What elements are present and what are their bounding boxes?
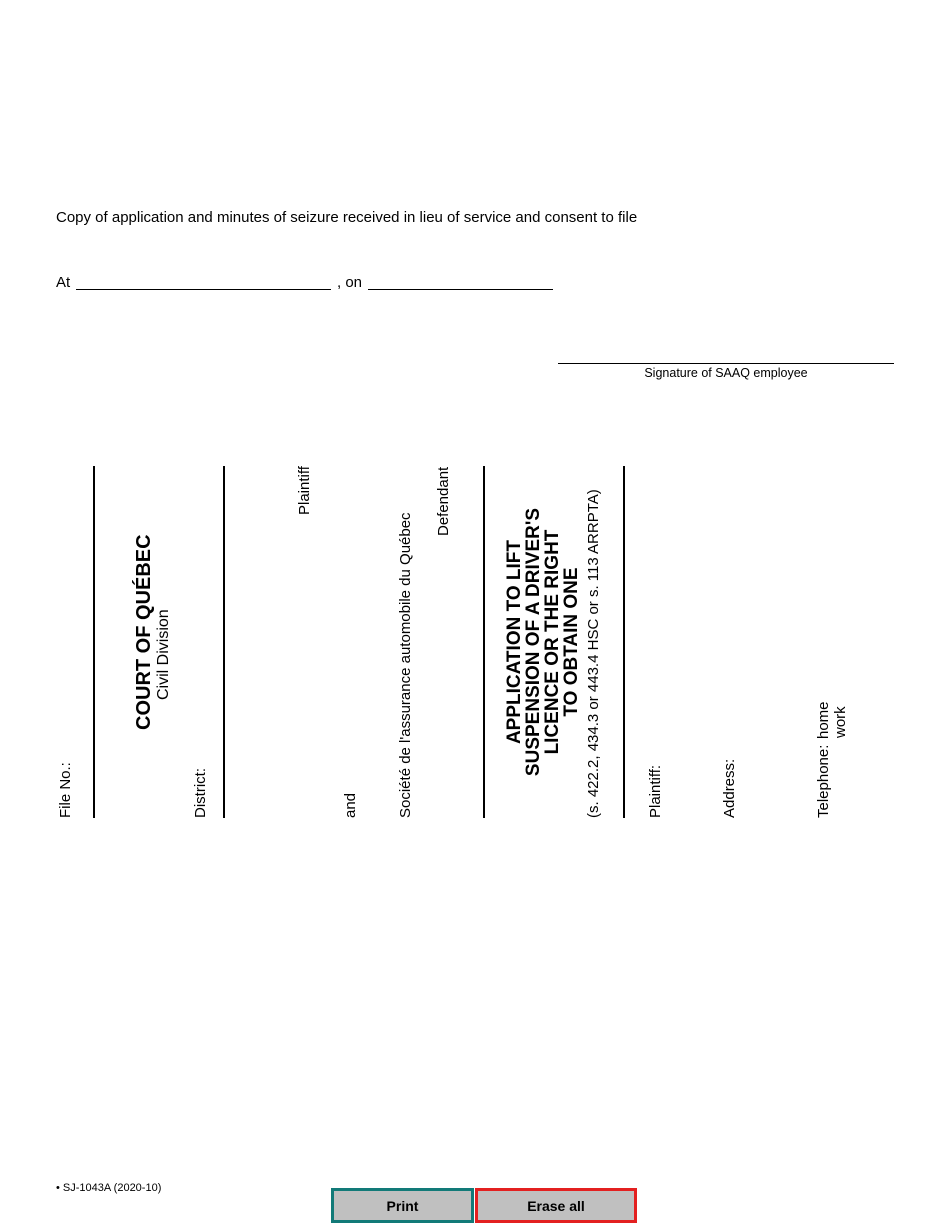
print-button[interactable]: Print — [331, 1188, 474, 1223]
signature-line[interactable] — [558, 363, 894, 364]
telephone-work-label: work — [832, 706, 849, 738]
divider — [483, 466, 485, 818]
application-title-line: SUSPENSION OF A DRIVER'S — [523, 507, 544, 777]
signature-label: Signature of SAAQ employee — [644, 366, 808, 380]
divider — [93, 466, 95, 818]
telephone-home-label: home — [815, 701, 832, 739]
file-no-label: File No.: — [57, 762, 74, 818]
address-label: Address: — [721, 758, 738, 818]
erase-all-button[interactable]: Erase all — [475, 1188, 637, 1223]
form-code: • SJ-1043A (2020-10) — [56, 1182, 162, 1194]
court-title: COURT OF QUÉBEC — [133, 534, 155, 730]
court-subtitle: Civil Division — [155, 609, 172, 700]
plaintiff-role: Plaintiff — [296, 466, 313, 515]
application-title-line: LICENCE OR THE RIGHT — [542, 529, 563, 755]
plaintiff-label: Plaintiff: — [647, 764, 664, 818]
on-label: , on — [337, 274, 363, 291]
consent-statement: Copy of application and minutes of seizure received in lieu of service and consent to file — [56, 209, 638, 226]
telephone-label: Telephone: — [815, 744, 832, 818]
and-label: and — [342, 792, 359, 818]
application-title-line: APPLICATION TO LIFT — [504, 539, 525, 745]
defendant-role: Defendant — [435, 466, 452, 536]
divider — [623, 466, 625, 818]
at-label: At — [56, 274, 71, 291]
application-title — [505, 466, 581, 818]
on-date-field[interactable] — [368, 288, 553, 290]
back-panel — [55, 458, 865, 818]
at-location-field[interactable] — [76, 288, 331, 290]
application-reference: (s. 422.2, 434.3 or 443.4 HSC or s. 113 ARRPTA) — [585, 489, 602, 818]
application-title-line: TO OBTAIN ONE — [561, 567, 582, 717]
district-label: District: — [192, 768, 209, 818]
defendant-name: Société de l'assurance automobile du Québec — [397, 512, 414, 818]
divider — [223, 466, 225, 818]
